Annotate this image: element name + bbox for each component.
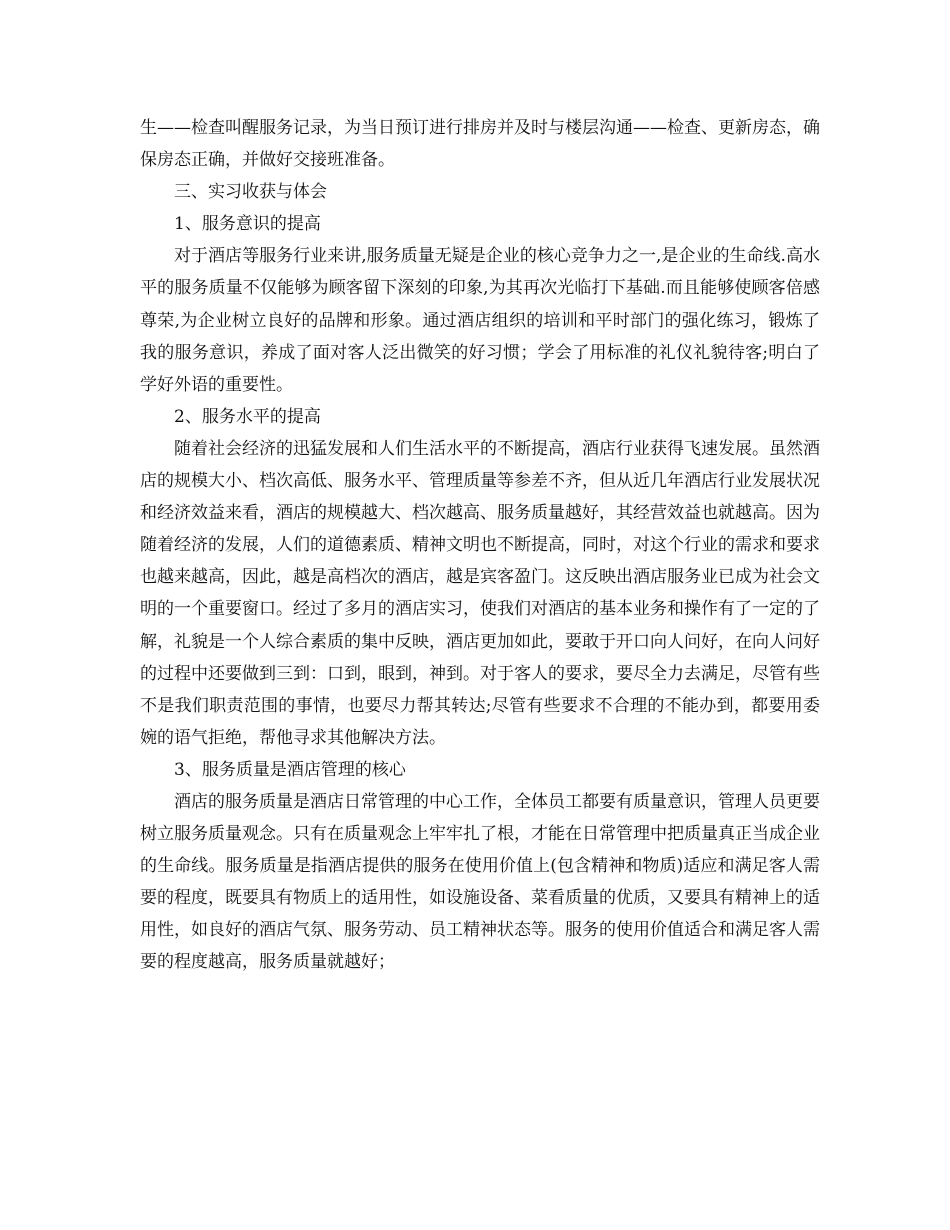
paragraph-service-level: 随着社会经济的迅猛发展和人们生活水平的不断提高，酒店行业获得飞速发展。虽然酒店的规模大小、档次高低、服务水平、管理质量等参差不齐，但从近几年酒店行业发展状况和经济效益来看，酒店的规模越大、档次越高、服务质量越好，其经营效益也就越高。因为随着经济的发展，人们的道德素质、精神文明也不断提高，同时，对这个行业的需求和要求也越来越高，因此，越是高档次的酒店，越是宾客盈门。这反映出酒店服务业已成为社会文明的一个重要窗口。经过了多月的酒店实习，使我们对酒店的基本业务和操作有了一定的了解，礼貌是一个人综合素质的集中反映，酒店更加如此，要敢于开口向人问好，在向人问好的过程中还要做到三到：口到，眼到，神到。对于客人的要求，要尽全力去满足，尽管有些不是我们职责范围的事情，也要尽力帮其转达;尽管有些要求不合理的不能办到，都要用委婉的语气拒绝，帮他寻求其他解决方法。	[140, 438, 820, 748]
subheading-service-quality: 3、服务质量是酒店管理的核心	[174, 759, 406, 780]
document-page	[140, 112, 820, 979]
paragraph-front-desk-duties: 生——检查叫醒服务记录，为当日预订进行排房并及时与楼层沟通——检查、更新房态，确保房态正确，并做好交接班准备。	[140, 118, 820, 171]
paragraph-service-quality: 酒店的服务质量是酒店日常管理的中心工作，全体员工都要有质量意识，管理人员更要树立服务质量观念。只有在质量观念上牢牢扎了根，才能在日常管理中把质量真正当成企业的生命线。服务质量是指酒店提供的服务在使用价值上(包含精神和物质)适应和满足客人需要的程度，既要具有物质上的适用性，如设施设备、菜看质量的优质，又要具有精神上的适用性，如良好的酒店气氛、服务劳动、员工精神状态等。服务的使用价值适合和满足客人需要的程度越高，服务质量就越好；	[140, 791, 820, 973]
section-heading-gains: 三、实习收获与体会	[174, 182, 327, 203]
paragraph-service-awareness: 对于酒店等服务行业来讲,服务质量无疑是企业的核心竞争力之一,是企业的生命线.高水平的服务质量不仅能够为顾客留下深刻的印象,为其再次光临打下基础.而且能够使顾客倍感尊荣,为企业树立良好的品牌和形象。通过酒店组织的培训和平时部门的强化练习，锻炼了我的服务意识，养成了面对客人泛出微笑的好习惯；学会了用标准的礼仪礼貌待客;明白了学好外语的重要性。	[140, 246, 820, 395]
subheading-service-awareness: 1、服务意识的提高	[174, 214, 321, 235]
subheading-service-level: 2、服务水平的提高	[174, 406, 321, 427]
